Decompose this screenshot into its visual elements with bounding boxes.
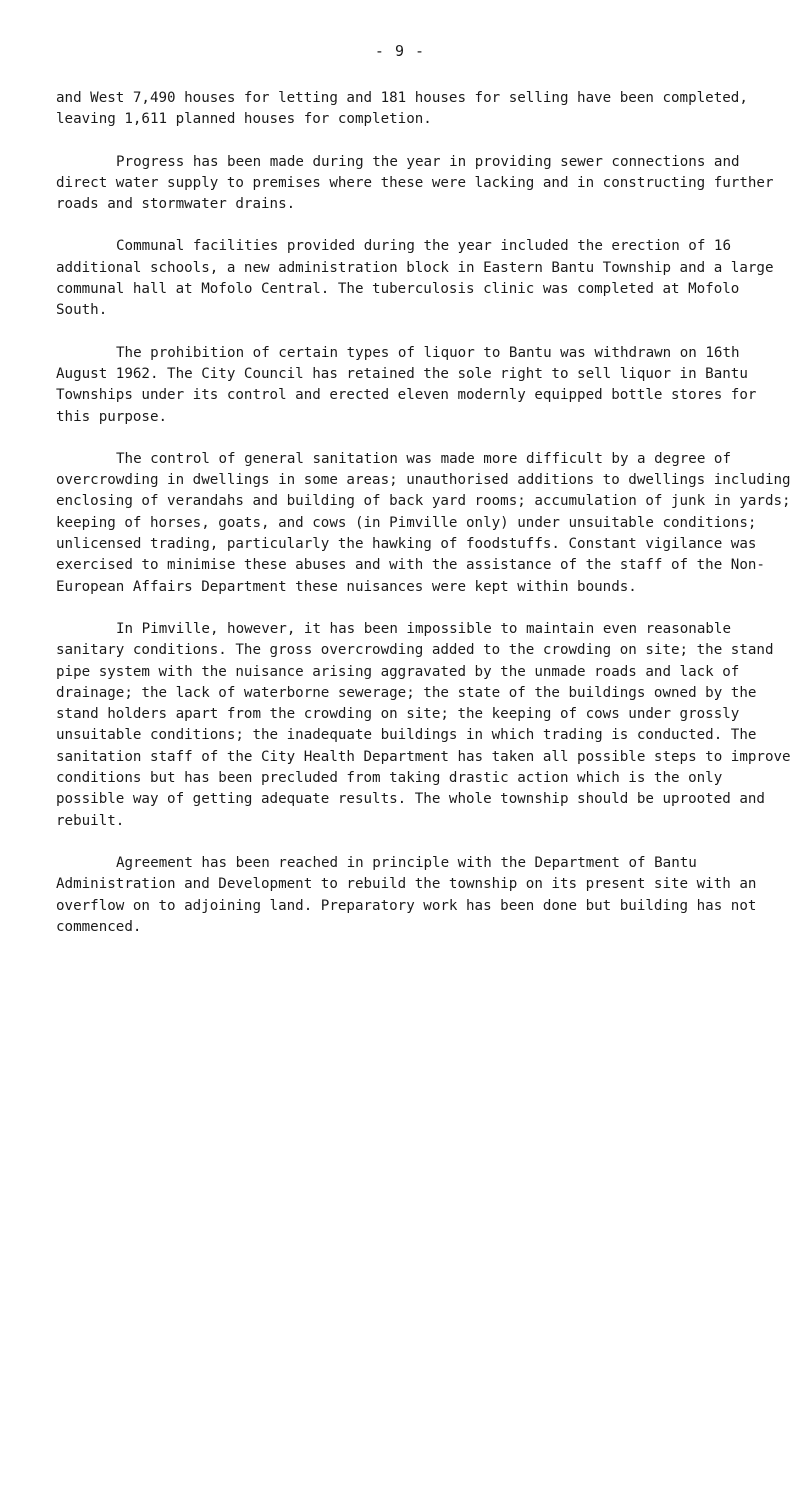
document-body	[56, 88, 796, 959]
page-number: - 9 -	[374, 42, 426, 60]
paragraph-rebuild-agreement: Agreement has been reached in principle with the Department of Bantu Administration and Development to rebuild the township on its present site with an overflow on to adjoining land. Preparatory work has been done but building has not commenced.	[56, 854, 757, 935]
paragraph-sewer-progress: Progress has been made during the year in providing sewer connections and direct water supply to premises where these were lacking and in constructing further roads and stormwater drains.	[56, 153, 774, 213]
paragraph-sanitation-control: The control of general sanitation was made more difficult by a degree of overcrowding in dwellings in some areas; unauthorised additions to dwellings including enclosing of verandahs and building of back yard rooms; accumulation of junk in yards; keeping of horses, goats, and cows (in Pimville only) under unsuitable conditions; unlicensed trading, particularly the hawking of foodstuffs. Constant vigilance was exercised to minimise these abuses and with the assistance of the staff of the Non-European Affairs Department these nuisances were kept within bounds.	[56, 450, 791, 595]
paragraph-communal-facilities: Communal facilities provided during the year included the erection of 16 additional schools, a new administration block in Eastern Bantu Township and a large communal hall at Mofolo Central. The tuberculosis clinic was completed at Mofolo South.	[56, 238, 774, 319]
paragraph-pimville-conditions: In Pimville, however, it has been impossible to maintain even reasonable sanitary conditions. The gross overcrowding added to the crowding on site; the stand pipe system with the nuisance arising aggravated by the unmade roads and lack of drainage; the lack of waterborne sewerage; the state of the buildings owned by the stand holders apart from the crowding on site; the keeping of cows under grossly unsuitable conditions; the inadequate buildings in which trading is conducted. The sanitation staff of the City Health Department has taken all possible steps to improve conditions but has been precluded from taking drastic action which is the only possible way of getting adequate results. The whole township should be uprooted and rebuilt.	[56, 620, 791, 829]
paragraph-housing-completion: and West 7,490 houses for letting and 181 houses for selling have been completed, leaving 1,611 planned houses for completion.	[56, 90, 748, 128]
paragraph-liquor-prohibition: The prohibition of certain types of liquor to Bantu was withdrawn on 16th August 1962. The City Council has retained the sole right to sell liquor in Bantu Townships under its control and erected eleven modernly equipped bottle stores for this purpose.	[56, 344, 757, 425]
